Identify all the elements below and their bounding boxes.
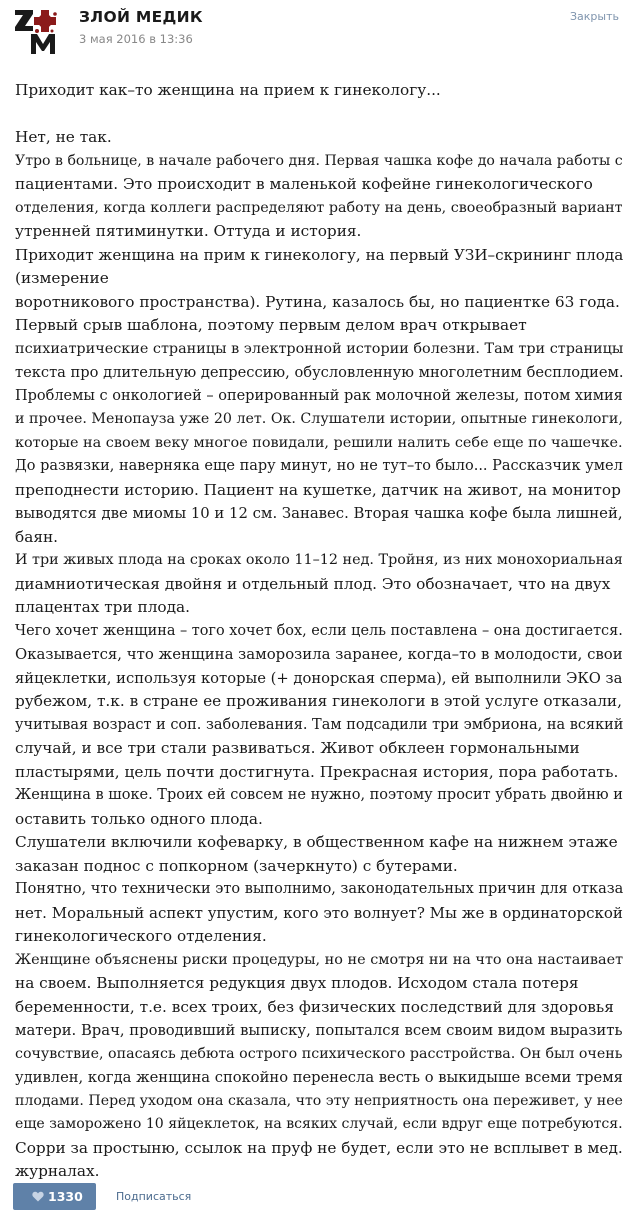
close-link[interactable]: Закрыть [570,10,619,23]
post-text-line: Сорри за простыню, ссылок на пруф не будет, если это не всплывет в мед. [15,1138,623,1157]
post-text-line: баян. [15,527,59,546]
post-text-line: еще заморожено 10 яйцеклеток, на всяких случай, если вдруг еще потребуются. [15,1116,623,1132]
post-text-line: психиатрические страницы в электронной истории болезни. Там три страницы [15,340,624,357]
post-text-line: удивлен, когда женщина спокойно перенесла весть о выкидыше всеми тремя [15,1069,623,1086]
post-text-line: отделения, когда коллеги распределяют работу на день, своеобразный вариант [15,199,623,216]
post-text-line: Женщине объяснены риски процедуры, но не смотря ни на что она настаивает [15,951,624,968]
post-text-line: Понятно, что технически это выполнимо, законодательных причин для отказа [15,881,624,897]
post-text-line: и прочее. Менопауза уже 20 лет. Ок. Слушатели истории, опытные гинекологи, [15,411,623,427]
post-text-line: (измерение [15,269,109,287]
post-body [15,79,623,1184]
post-text-line: Утро в больнице, в начале рабочего дня. Первая чашка кофе до начала работы с [15,152,623,169]
post-text-line: Женщина в шоке. Троих ей совсем не нужно, поэтому просит убрать двойню и [15,787,623,803]
post-text-line: беременности, т.е. всех троих, без физических последствий для здоровья [15,997,614,1016]
post-text-line: утренней пятиминутки. Оттуда и история. [15,222,362,240]
post-header [0,0,631,64]
post-text-line: журналах. [15,1162,100,1180]
post-text-line: воротникового пространства). Рутина, казалось бы, но пациентке 63 года. [15,292,620,311]
group-name[interactable]: ЗЛОЙ МЕДИК [79,8,203,26]
post-text-line: рубежом, т.к. в стране ее проживания гинекологи в этой услуге отказали, [15,692,622,710]
post-text-line: плацентах три плода. [15,598,191,616]
post-text-line: Чего хочет женщина – того хочет бох, если цель поставлена – она достигается. [15,622,623,639]
like-button[interactable] [13,1183,96,1210]
post-text-line: гинекологического отделения. [15,927,267,945]
post-text-line: пластырями, цель почти достигнута. Прекрасная история, пора работать. [15,762,619,781]
post-footer [0,1183,631,1214]
post-text-line: пациентами. Это происходит в маленькой кофейне гинекологического [15,175,593,193]
post-text-line: нет. Моральный аспект упустим, кого это волнует? Мы же в ординаторской [15,903,623,922]
post-text-line: текста про длительную депрессию, обусловленную многолетним бесплодием. [15,364,624,381]
group-avatar[interactable] [11,4,63,56]
post-text-line: на своем. Выполняется редукция двух плодов. Исходом стала потеря [15,974,579,992]
post-text-line: которые на своем веку многое повидали, решили налить себе еще по чашечке. [15,434,623,451]
post-text-line: матери. Врач, проводивший выписку, попытался всем своим видом выразить [15,1022,623,1039]
post-text-line: И три живых плода на сроках около 11–12 нед. Тройня, из них монохориальная [15,552,623,568]
post-text-line: диамниотическая двойня и отдельный плод. Это обозначает, что на двух [15,574,611,593]
group-logo-icon [11,4,63,56]
post-text-line: Первый срыв шаблона, поэтому первым делом врач открывает [15,316,527,334]
post-text-line: яйцеклетки, используя которые (+ донорская сперма), ей выполнили ЭКО за [15,669,623,687]
post-text-line [15,103,623,127]
post-text-line: Приходит женщина на прим к гинекологу, на первый УЗИ–скрининг плода [15,245,624,264]
heart-icon [32,1191,44,1202]
post-text-line: Нет, не так. [15,128,112,146]
post-text-line: Приходит как–то женщина на прием к гинекологу... [15,81,441,99]
post-text-line: Слушатели включили кофеварку, в общественном кафе на нижнем этаже [15,833,618,851]
post-text-line: Оказывается, что женщина заморозила заранее, когда–то в молодости, свои [15,645,623,663]
post-text-line: случай, и все три стали развиваться. Живот обклеен гормональными [15,739,580,757]
post-text-line: плодами. Перед уходом она сказала, что эту неприятность она переживет, у нее [15,1092,623,1109]
post-text-line: оставить только одного плода. [15,809,263,828]
like-count: 1330 [48,1189,83,1204]
subscribe-link[interactable]: Подписаться [116,1190,192,1203]
post-text-line: учитывая возраст и соп. заболевания. Там подсадили три эмбриона, на всякий [15,716,624,733]
post-text-line: заказан поднос с попкорном (зачеркнуто) с бутерами. [15,856,458,875]
post-text-line: До развязки, наверняка еще пару минут, но не тут–то было... Рассказчик умел [15,458,623,474]
post-text-line: выводятся две миомы 10 и 12 см. Занавес. Вторая чашка кофе была лишней, [15,505,623,522]
post-date[interactable]: 3 мая 2016 в 13:36 [79,32,193,46]
post-text-line: преподнести историю. Пациент на кушетке, датчик на живот, на монитор [15,480,621,499]
post-text-line: Проблемы с онкологией – оперированный рак молочной железы, потом химия [15,387,623,404]
post-text-line: сочувствие, опасаясь дебюта острого психического расстройства. Он был очень [15,1045,623,1062]
